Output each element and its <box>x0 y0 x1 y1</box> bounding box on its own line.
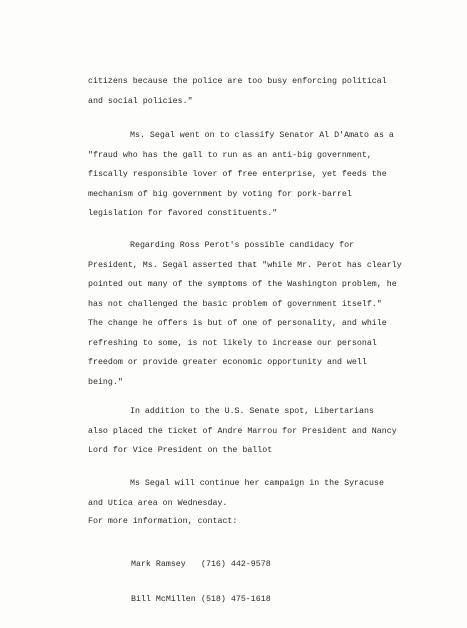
paragraph-line: also placed the ticket of Andre Marrou for President and Nancy <box>88 426 397 436</box>
paragraph-line: The change he offers is but of one of personality, and while <box>88 319 387 328</box>
contact-intro-text: For more information, contact: <box>88 517 238 526</box>
paragraph-line: Ms. Segal went on to classify Senator Al D'Amato as a <box>130 131 394 140</box>
paragraph-line: and social policies." <box>88 96 193 106</box>
paragraph-line: freedom or provide greater economic opportunity and well <box>88 358 367 367</box>
paragraph-line: and Utica area on Wednesday. <box>88 498 228 508</box>
paragraph-line: mechanism of big government by voting for pork-barrel <box>88 189 352 199</box>
paragraph-line: Lord for Vice President on the ballot <box>88 446 273 455</box>
contact-name: Mark Ramsey <box>131 560 186 569</box>
paragraph-line: Regarding Ross Perot's possible candidacy for <box>130 241 355 250</box>
paragraph-line: refreshing to some, is not likely to increase our personal <box>88 338 377 348</box>
paragraph-3 <box>88 236 408 392</box>
contact-intro <box>88 512 408 532</box>
paragraph-line: citizens because the police are too busy enforcing political <box>88 77 387 86</box>
contact-name: Bill McMillen <box>131 594 196 604</box>
paragraph-line: "fraud who has the gall to run as an anti-big government, <box>88 150 372 160</box>
paragraph-1 <box>88 72 408 111</box>
paragraph-line: President, Ms. Segal asserted that "while Mr. Perot has clearly <box>88 260 402 270</box>
paragraph-line: pointed out many of the symptoms of the Washington problem, he <box>88 280 397 289</box>
contact-row <box>131 594 271 606</box>
contact-phone: (518) 475-1618 <box>201 594 271 604</box>
paragraph-line: being." <box>88 377 123 387</box>
paragraph-4 <box>88 402 408 461</box>
contact-row <box>131 559 271 571</box>
paragraph-line: has not challenged the basic problem of government itself." <box>88 299 382 309</box>
paragraph-line: In addition to the U.S. Senate spot, Libertarians <box>130 407 374 416</box>
paragraph-line: Ms Segal will continue her campaign in the Syracuse <box>130 479 384 488</box>
paragraph-line: fiscally responsible lover of free enterprise, yet feeds the <box>88 170 387 179</box>
paragraph-2 <box>88 126 408 224</box>
contact-phone: (716) 442-9578 <box>201 560 271 569</box>
contact-list <box>131 536 271 628</box>
paragraph-line: legislation for favored constituents." <box>88 209 278 218</box>
paragraph-5 <box>88 474 408 513</box>
